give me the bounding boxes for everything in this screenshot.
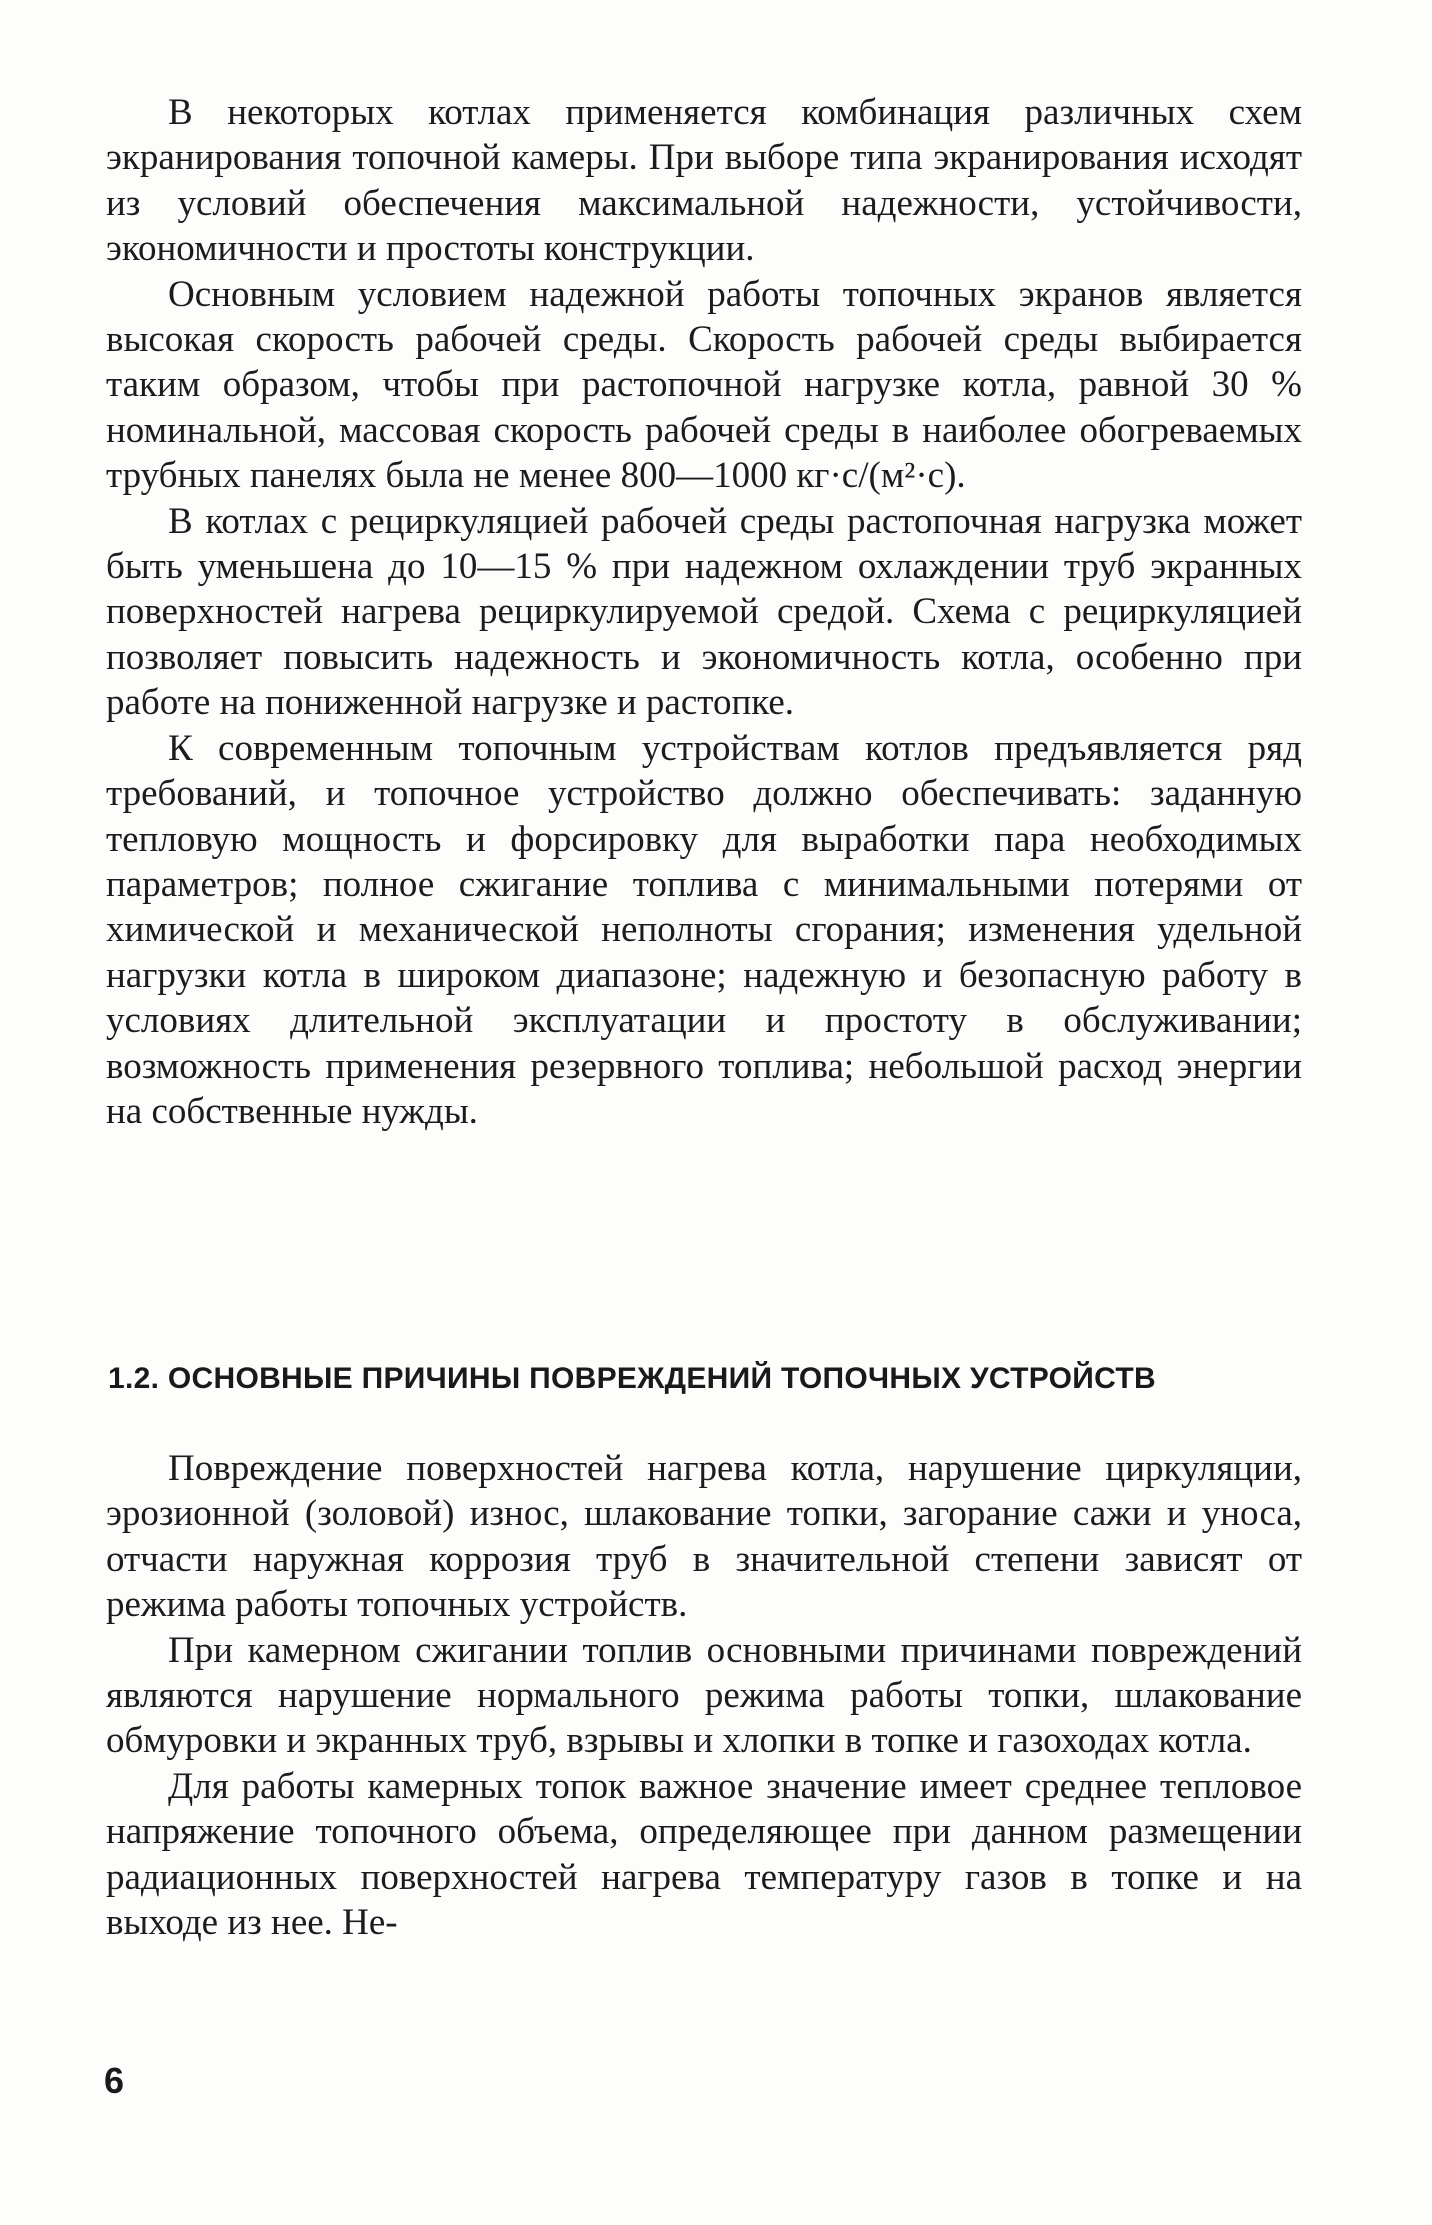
paragraph: Повреждение поверхностей нагрева котла, нарушение циркуляции, эрозионной (золовой) износ, шлакование топки, загорание сажи и уноса, отчасти наружная коррозия труб в значительной степени зависят от режима работы топочных устройств. (106, 1448, 1302, 1626)
page-number: 6 (104, 2060, 125, 2101)
paragraph: К современным топочным устройствам котлов предъявляется ряд требований, и топочное устройство должно обеспечивать: заданную тепловую мощность и форсировку для выработки пара необходимых параметров; полное сжигание топлива с минимальными потерями от химической и механической неполноты сгорания; изменения удельной нагрузки котла в широком диапазоне; надежную и безопасную работу в условиях длительной эксплуатации и простоту в обслуживании; возможность применения резервного топлива; небольшой расход энергии на собственные нужды. (106, 727, 1302, 1132)
body-text-top (106, 90, 1302, 1134)
body-text-bottom (106, 1446, 1302, 1945)
paragraph: При камерном сжигании топлив основными причинами повреждений являются нарушение нормального режима работы топки, шлакование обмуровки и экранных труб, взрывы и хлопки в топке и газоходах котла. (106, 1629, 1302, 1762)
section-heading: 1.2. ОСНОВНЫЕ ПРИЧИНЫ ПОВРЕЖДЕНИЙ ТОПОЧНЫХ УСТРОЙСТВ (108, 1362, 1156, 1395)
paragraph: В некоторых котлах применяется комбинация различных схем экранирования топочной камеры. При выборе типа экранирования исходят из условий обеспечения максимальной надежности, устойчивости, экономичности и простоты конструкции. (106, 92, 1302, 270)
paragraph: В котлах с рециркуляцией рабочей среды растопочная нагрузка может быть уменьшена до 10—15 % при надежном охлаждении труб экранных поверхностей нагрева рециркулируемой средой. Схема с рециркуляцией позволяет повысить надежность и экономичность котла, особенно при работе на пониженной нагрузке и растопке. (106, 500, 1302, 724)
paragraph: Основным условием надежной работы топочных экранов является высокая скорость рабочей среды. Скорость рабочей среды выбирается таким образом, чтобы при растопочной нагрузке котла, равной 30 % номинальной, массовая скорость рабочей среды в наиболее обогреваемых трубных панелях была не менее 800—1000 кг·с/(м²·с). (106, 273, 1302, 497)
paragraph: Для работы камерных топок важное значение имеет среднее тепловое напряжение топочного объема, определяющее при данном размещении радиационных поверхностей нагрева температуру газов в топке и на выходе из нее. Не- (106, 1765, 1302, 1944)
